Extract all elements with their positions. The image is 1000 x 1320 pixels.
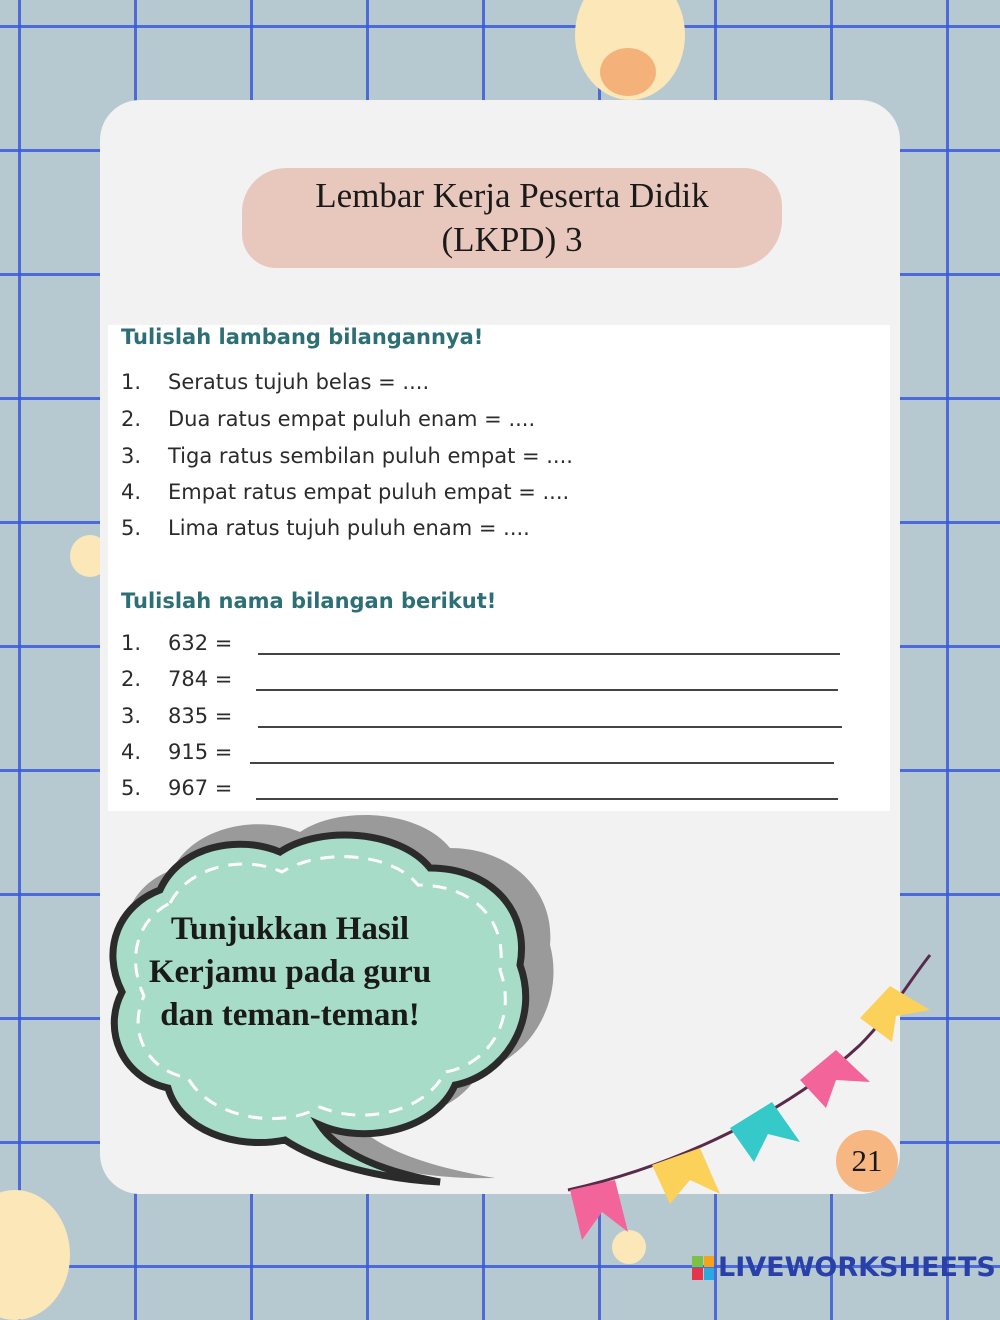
item-number: 1. <box>121 370 142 394</box>
item-text: Tiga ratus sembilan puluh empat = .... <box>168 444 573 468</box>
item-number: 2. <box>121 407 142 431</box>
bunting-flag <box>652 1148 720 1204</box>
liveworksheets-logo-icon <box>692 1256 714 1280</box>
item-text: 967 = <box>168 776 233 800</box>
item-number: 4. <box>121 480 142 504</box>
item-text: Empat ratus empat puluh empat = .... <box>168 480 570 504</box>
answer-line[interactable] <box>250 762 834 764</box>
item-text: Lima ratus tujuh puluh enam = .... <box>168 516 530 540</box>
bunting-flag <box>570 1180 628 1240</box>
liveworksheets-logo[interactable] <box>692 1252 996 1283</box>
item-text: 784 = <box>168 667 233 691</box>
section-1-item <box>121 407 535 431</box>
section-1-item <box>121 516 530 540</box>
egg-decoration-bottom-left <box>0 1190 70 1320</box>
item-text: 835 = <box>168 704 233 728</box>
item-number: 3. <box>121 704 142 728</box>
answer-line[interactable] <box>258 653 840 655</box>
section-2-heading: Tulislah nama bilangan berikut! <box>121 589 497 613</box>
item-text: 632 = <box>168 631 233 655</box>
bunting-flag <box>800 1050 870 1108</box>
section-2-item <box>121 667 232 691</box>
page-title-line-1: Lembar Kerja Peserta Didik <box>315 176 709 215</box>
bubble-message <box>140 908 440 1037</box>
page-number-badge <box>836 1130 898 1192</box>
page-number: 21 <box>851 1143 883 1178</box>
liveworksheets-brand: LIVEWORKSHEETS <box>718 1252 996 1283</box>
item-text: 915 = <box>168 740 233 764</box>
item-number: 3. <box>121 444 142 468</box>
page-title-line-2: (LKPD) 3 <box>441 220 583 259</box>
bunting-decoration <box>560 950 1000 1240</box>
bubble-line-1: Tunjukkan Hasil <box>170 911 410 947</box>
item-number: 1. <box>121 631 142 655</box>
section-1-heading: Tulislah lambang bilangannya! <box>121 325 484 349</box>
section-1-item <box>121 480 569 504</box>
section-2-item <box>121 704 232 728</box>
section-2-item <box>121 740 232 764</box>
item-number: 5. <box>121 516 142 540</box>
section-2-item <box>121 776 232 800</box>
worksheet-panel <box>108 325 890 811</box>
item-text: Seratus tujuh belas = .... <box>168 370 430 394</box>
item-number: 2. <box>121 667 142 691</box>
title-banner <box>242 168 782 268</box>
section-1-item <box>121 444 573 468</box>
bubble-line-2: Kerjamu pada guru <box>148 954 432 990</box>
egg-yolk-top <box>600 48 656 96</box>
section-1-item <box>121 370 429 394</box>
answer-line[interactable] <box>256 689 838 691</box>
section-2-item <box>121 631 232 655</box>
bubble-line-3: dan teman-teman! <box>160 997 420 1033</box>
bunting-flag <box>730 1102 800 1162</box>
item-text: Dua ratus empat puluh enam = .... <box>168 407 536 431</box>
item-number: 4. <box>121 740 142 764</box>
item-number: 5. <box>121 776 142 800</box>
answer-line[interactable] <box>258 726 842 728</box>
